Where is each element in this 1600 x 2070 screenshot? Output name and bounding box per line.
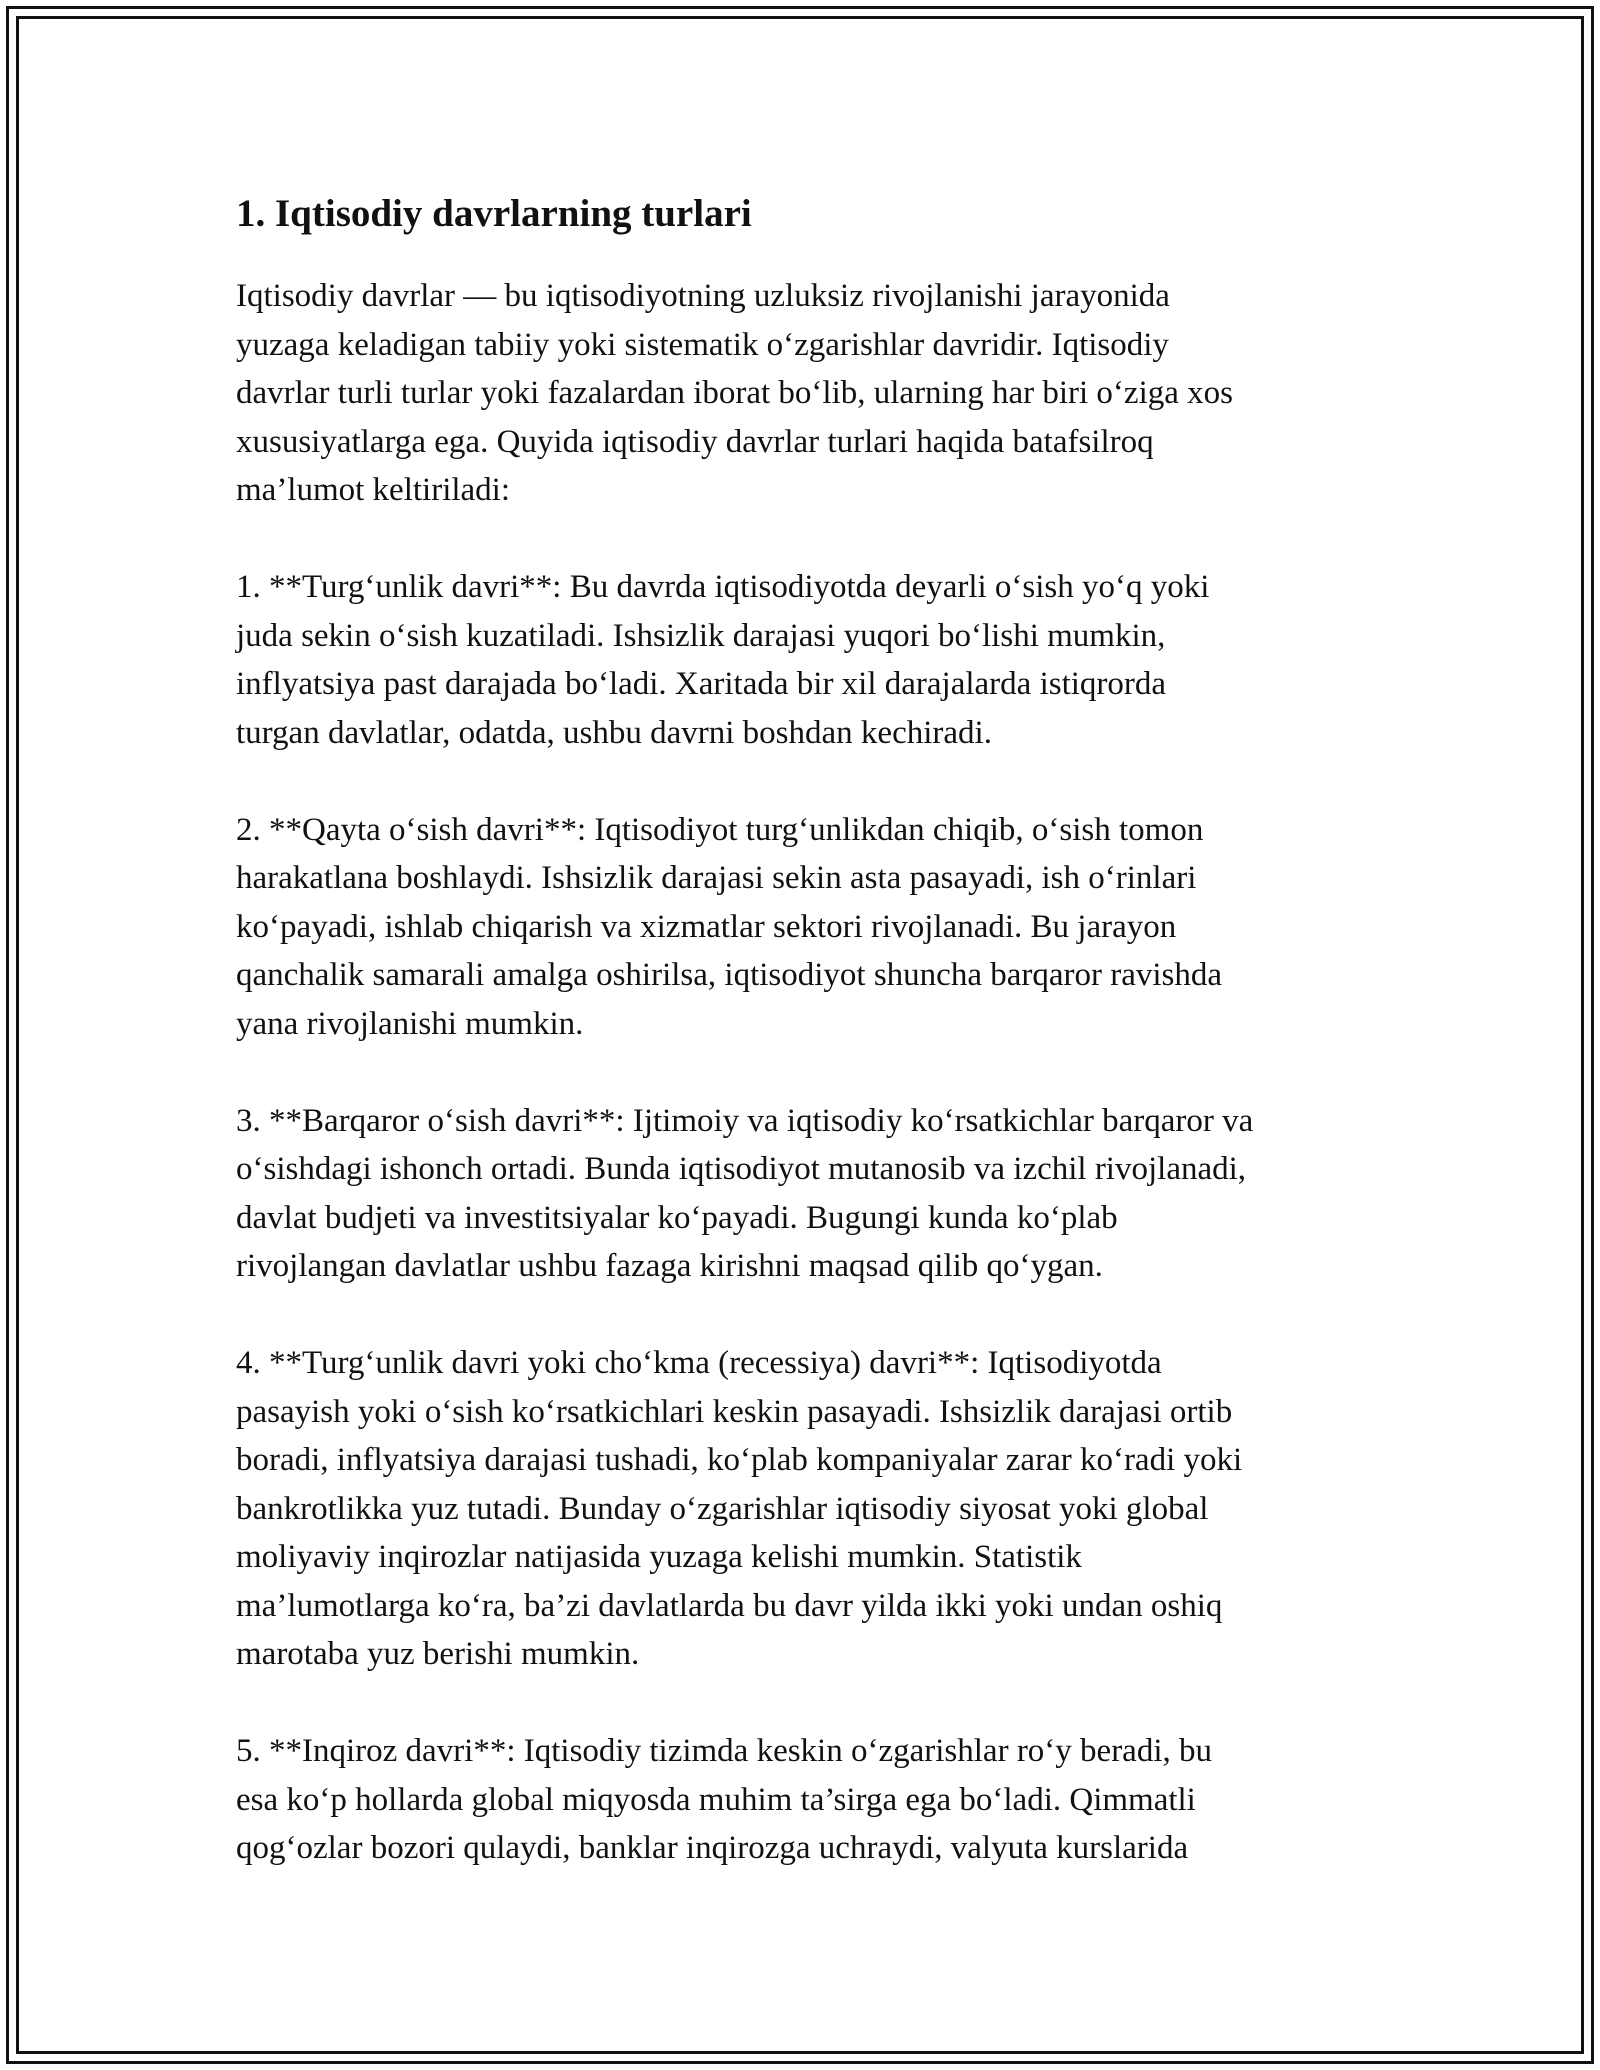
list-item-paragraph <box>236 1339 1376 1679</box>
page-title: 1. Iqtisodiy davrlarning turlari <box>236 192 752 235</box>
text-line: esa ko‘p hollarda global miqyosda muhim ta’sirga ega bo‘ladi. Qimmatli <box>236 1781 1196 1818</box>
intro-paragraph <box>236 272 1376 515</box>
list-item-paragraph <box>236 806 1376 1049</box>
text-line: qog‘ozlar bozori qulaydi, banklar inqirozga uchraydi, valyuta kurslarida <box>236 1830 1189 1866</box>
list-item-paragraph <box>236 1097 1376 1291</box>
text-line: pasayish yoki o‘sish ko‘rsatkichlari keskin pasayadi. Ishsizlik darajasi ortib <box>236 1393 1233 1430</box>
list-item-paragraph <box>236 563 1376 757</box>
text-line: moliyaviy inqirozlar natijasida yuzaga kelishi mumkin. Statistik <box>236 1539 1082 1575</box>
text-line: turgan davlatlar, odatda, ushbu davrni boshdan kechiradi. <box>236 714 992 751</box>
text-line: yuzaga keladigan tabiiy yoki sistematik o‘zgarishlar davridir. Iqtisodiy <box>236 326 1169 363</box>
text-line: o‘sishdagi ishonch ortadi. Bunda iqtisodiyot mutanosib va izchil rivojlanadi, <box>236 1151 1247 1187</box>
list-item-paragraph <box>236 1727 1376 1873</box>
text-line: 3. **Barqaror o‘sish davri**: Ijtimoiy va iqtisodiy ko‘rsatkichlar barqaror va <box>236 1102 1254 1139</box>
text-line: davrlar turli turlar yoki fazalardan iborat bo‘lib, ularning har biri o‘ziga xos <box>236 375 1233 411</box>
text-line: xususiyatlarga ega. Quyida iqtisodiy davrlar turlari haqida batafsilroq <box>236 423 1154 460</box>
text-line: 4. **Turg‘unlik davri yoki cho‘kma (recessiya) davri**: Iqtisodiyotda <box>236 1345 1162 1381</box>
document-body <box>236 186 1376 1921</box>
text-line: rivojlangan davlatlar ushbu fazaga kirishni maqsad qilib qo‘ygan. <box>236 1248 1103 1284</box>
text-line: 1. **Turg‘unlik davri**: Bu davrda iqtisodiyotda deyarli o‘sish yo‘q yoki <box>236 569 1210 605</box>
text-line: inflyatsiya past darajada bo‘ladi. Xaritada bir xil darajalarda istiqrorda <box>236 666 1167 702</box>
text-line: qanchalik samarali amalga oshirilsa, iqtisodiyot shuncha barqaror ravishda <box>236 957 1223 993</box>
text-line: 5. **Inqiroz davri**: Iqtisodiy tizimda keskin o‘zgarishlar ro‘y beradi, bu <box>236 1733 1212 1769</box>
text-line: ma’lumot keltiriladi: <box>236 472 511 508</box>
text-line: harakatlana boshlaydi. Ishsizlik darajasi sekin asta pasayadi, ish o‘rinlari <box>236 860 1197 896</box>
text-line: Iqtisodiy davrlar — bu iqtisodiyotning uzluksiz rivojlanishi jarayonida <box>236 278 1170 314</box>
text-line: bankrotlikka yuz tutadi. Bunday o‘zgarishlar iqtisodiy siyosat yoki global <box>236 1490 1209 1527</box>
text-line: davlat budjeti va investitsiyalar ko‘payadi. Bugungi kunda ko‘plab <box>236 1199 1118 1236</box>
text-line: juda sekin o‘sish kuzatiladi. Ishsizlik darajasi yuqori bo‘lishi mumkin, <box>236 617 1166 654</box>
text-line: 2. **Qayta o‘sish davri**: Iqtisodiyot turg‘unlikdan chiqib, o‘sish tomon <box>236 811 1204 848</box>
text-line: ko‘payadi, ishlab chiqarish va xizmatlar sektori rivojlanadi. Bu jarayon <box>236 908 1177 945</box>
text-line: yana rivojlanishi mumkin. <box>236 1005 584 1042</box>
text-line: ma’lumotlarga ko‘ra, ba’zi davlatlarda bu davr yilda ikki yoki undan oshiq <box>236 1587 1223 1624</box>
text-line: marotaba yuz berishi mumkin. <box>236 1636 640 1672</box>
text-line: boradi, inflyatsiya darajasi tushadi, ko‘plab kompaniyalar zarar ko‘radi yoki <box>236 1442 1243 1478</box>
